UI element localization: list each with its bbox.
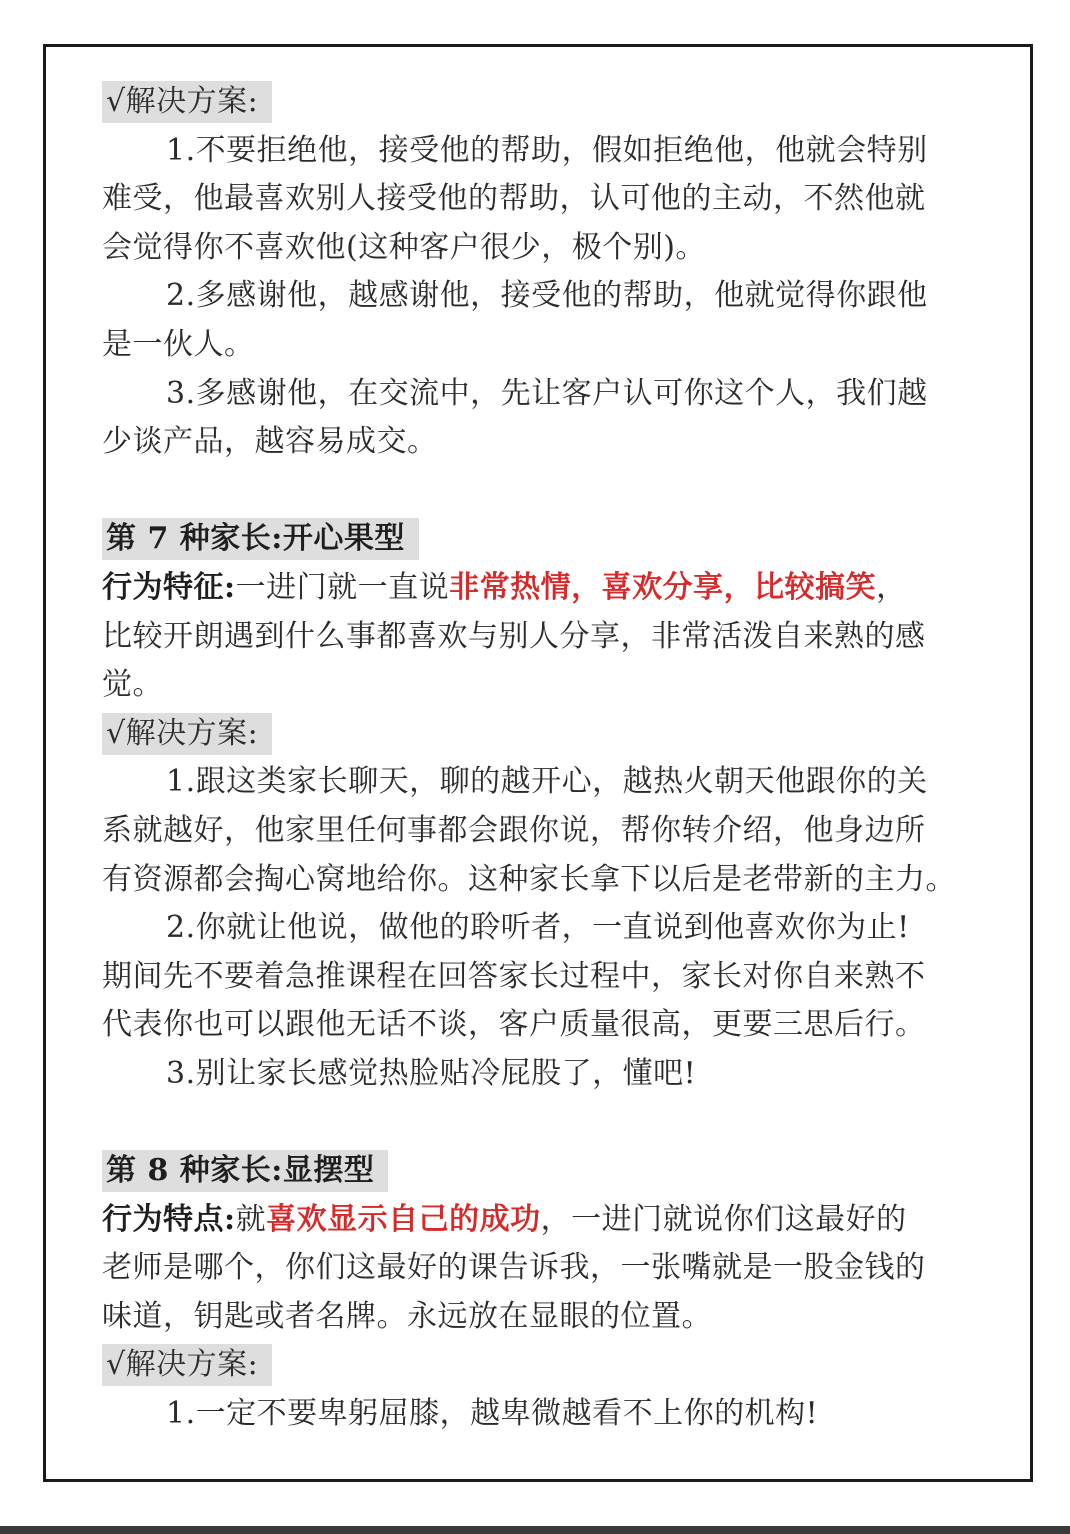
- behavior-text: 一进门就一直说: [235, 569, 450, 605]
- paragraph-line: 代表你也可以跟他无话不谈，客户质量很高，更要三思后行。: [102, 1007, 926, 1043]
- section-gap: [102, 467, 982, 516]
- behavior-line: [102, 564, 982, 613]
- solution-label-row: [102, 1341, 982, 1390]
- behavior-highlight: 非常热情，喜欢分享，比较搞笑: [449, 569, 877, 605]
- paragraph-line: 2.多感谢他，越感谢他，接受他的帮助，他就觉得你跟他: [166, 278, 928, 314]
- solution-label: √解决方案:: [102, 713, 272, 755]
- paragraph-line: 难受，他最喜欢别人接受他的帮助，认可他的主动，不然他就: [102, 181, 926, 217]
- solution-label-row: [102, 710, 982, 759]
- section-heading: 第 8 种家长:显摆型: [102, 1150, 388, 1192]
- solution-label: √解决方案:: [102, 81, 272, 123]
- paragraph-line: 1.一定不要卑躬屈膝，越卑微越看不上你的机构!: [166, 1396, 819, 1432]
- behavior-text: ，: [876, 569, 907, 605]
- paragraph-line: 味道，钥匙或者名牌。永远放在显眼的位置。: [102, 1298, 712, 1334]
- solution-label-row: [102, 78, 982, 127]
- paragraph-line: 1.不要拒绝他，接受他的帮助，假如拒绝他，他就会特别: [166, 132, 928, 168]
- paragraph-line: 老师是哪个，你们这最好的课告诉我，一张嘴就是一股金钱的: [102, 1250, 926, 1286]
- behavior-line: [102, 1196, 982, 1245]
- solution-label: √解决方案:: [102, 1344, 272, 1386]
- paragraph-line: 是一伙人。: [102, 326, 255, 362]
- paragraph-line: 有资源都会掏心窝地给你。这种家长拿下以后是老带新的主力。: [102, 861, 956, 897]
- behavior-text: 就: [235, 1201, 267, 1237]
- behavior-text: ，一进门就说你们这最好的: [540, 1201, 907, 1237]
- behavior-label: 行为特征:: [102, 569, 236, 605]
- document-content: [102, 78, 982, 1439]
- behavior-highlight: 喜欢显示自己的成功: [266, 1201, 541, 1237]
- paragraph-line: 比较开朗遇到什么事都喜欢与别人分享，非常活泼自来熟的感: [102, 618, 926, 654]
- section-heading-row: [102, 1147, 982, 1196]
- section-heading: 第 7 种家长:开心果型: [102, 518, 419, 560]
- paragraph-line: 觉。: [102, 667, 163, 703]
- paragraph-line: 会觉得你不喜欢他(这种客户很少，极个别)。: [102, 229, 706, 265]
- paragraph-line: 3.多感谢他，在交流中，先让客户认可你这个人，我们越: [166, 375, 928, 411]
- paragraph-line: 期间先不要着急推课程在回答家长过程中，家长对你自来熟不: [102, 958, 926, 994]
- section-heading-row: [102, 515, 982, 564]
- paragraph-line: 3.别让家长感觉热脸贴冷屁股了，懂吧!: [166, 1055, 697, 1091]
- behavior-label: 行为特点:: [102, 1201, 236, 1237]
- paragraph-line: 1.跟这类家长聊天，聊的越开心，越热火朝天他跟你的关: [166, 764, 928, 800]
- paragraph-line: 系就越好，他家里任何事都会跟你说，帮你转介绍，他身边所: [102, 812, 926, 848]
- bottom-bar: [0, 1526, 1070, 1534]
- section-gap: [102, 1098, 982, 1147]
- paragraph-line: 少谈产品，越容易成交。: [102, 424, 438, 460]
- paragraph-line: 2.你就让他说，做他的聆听者，一直说到他喜欢你为止!: [166, 910, 910, 946]
